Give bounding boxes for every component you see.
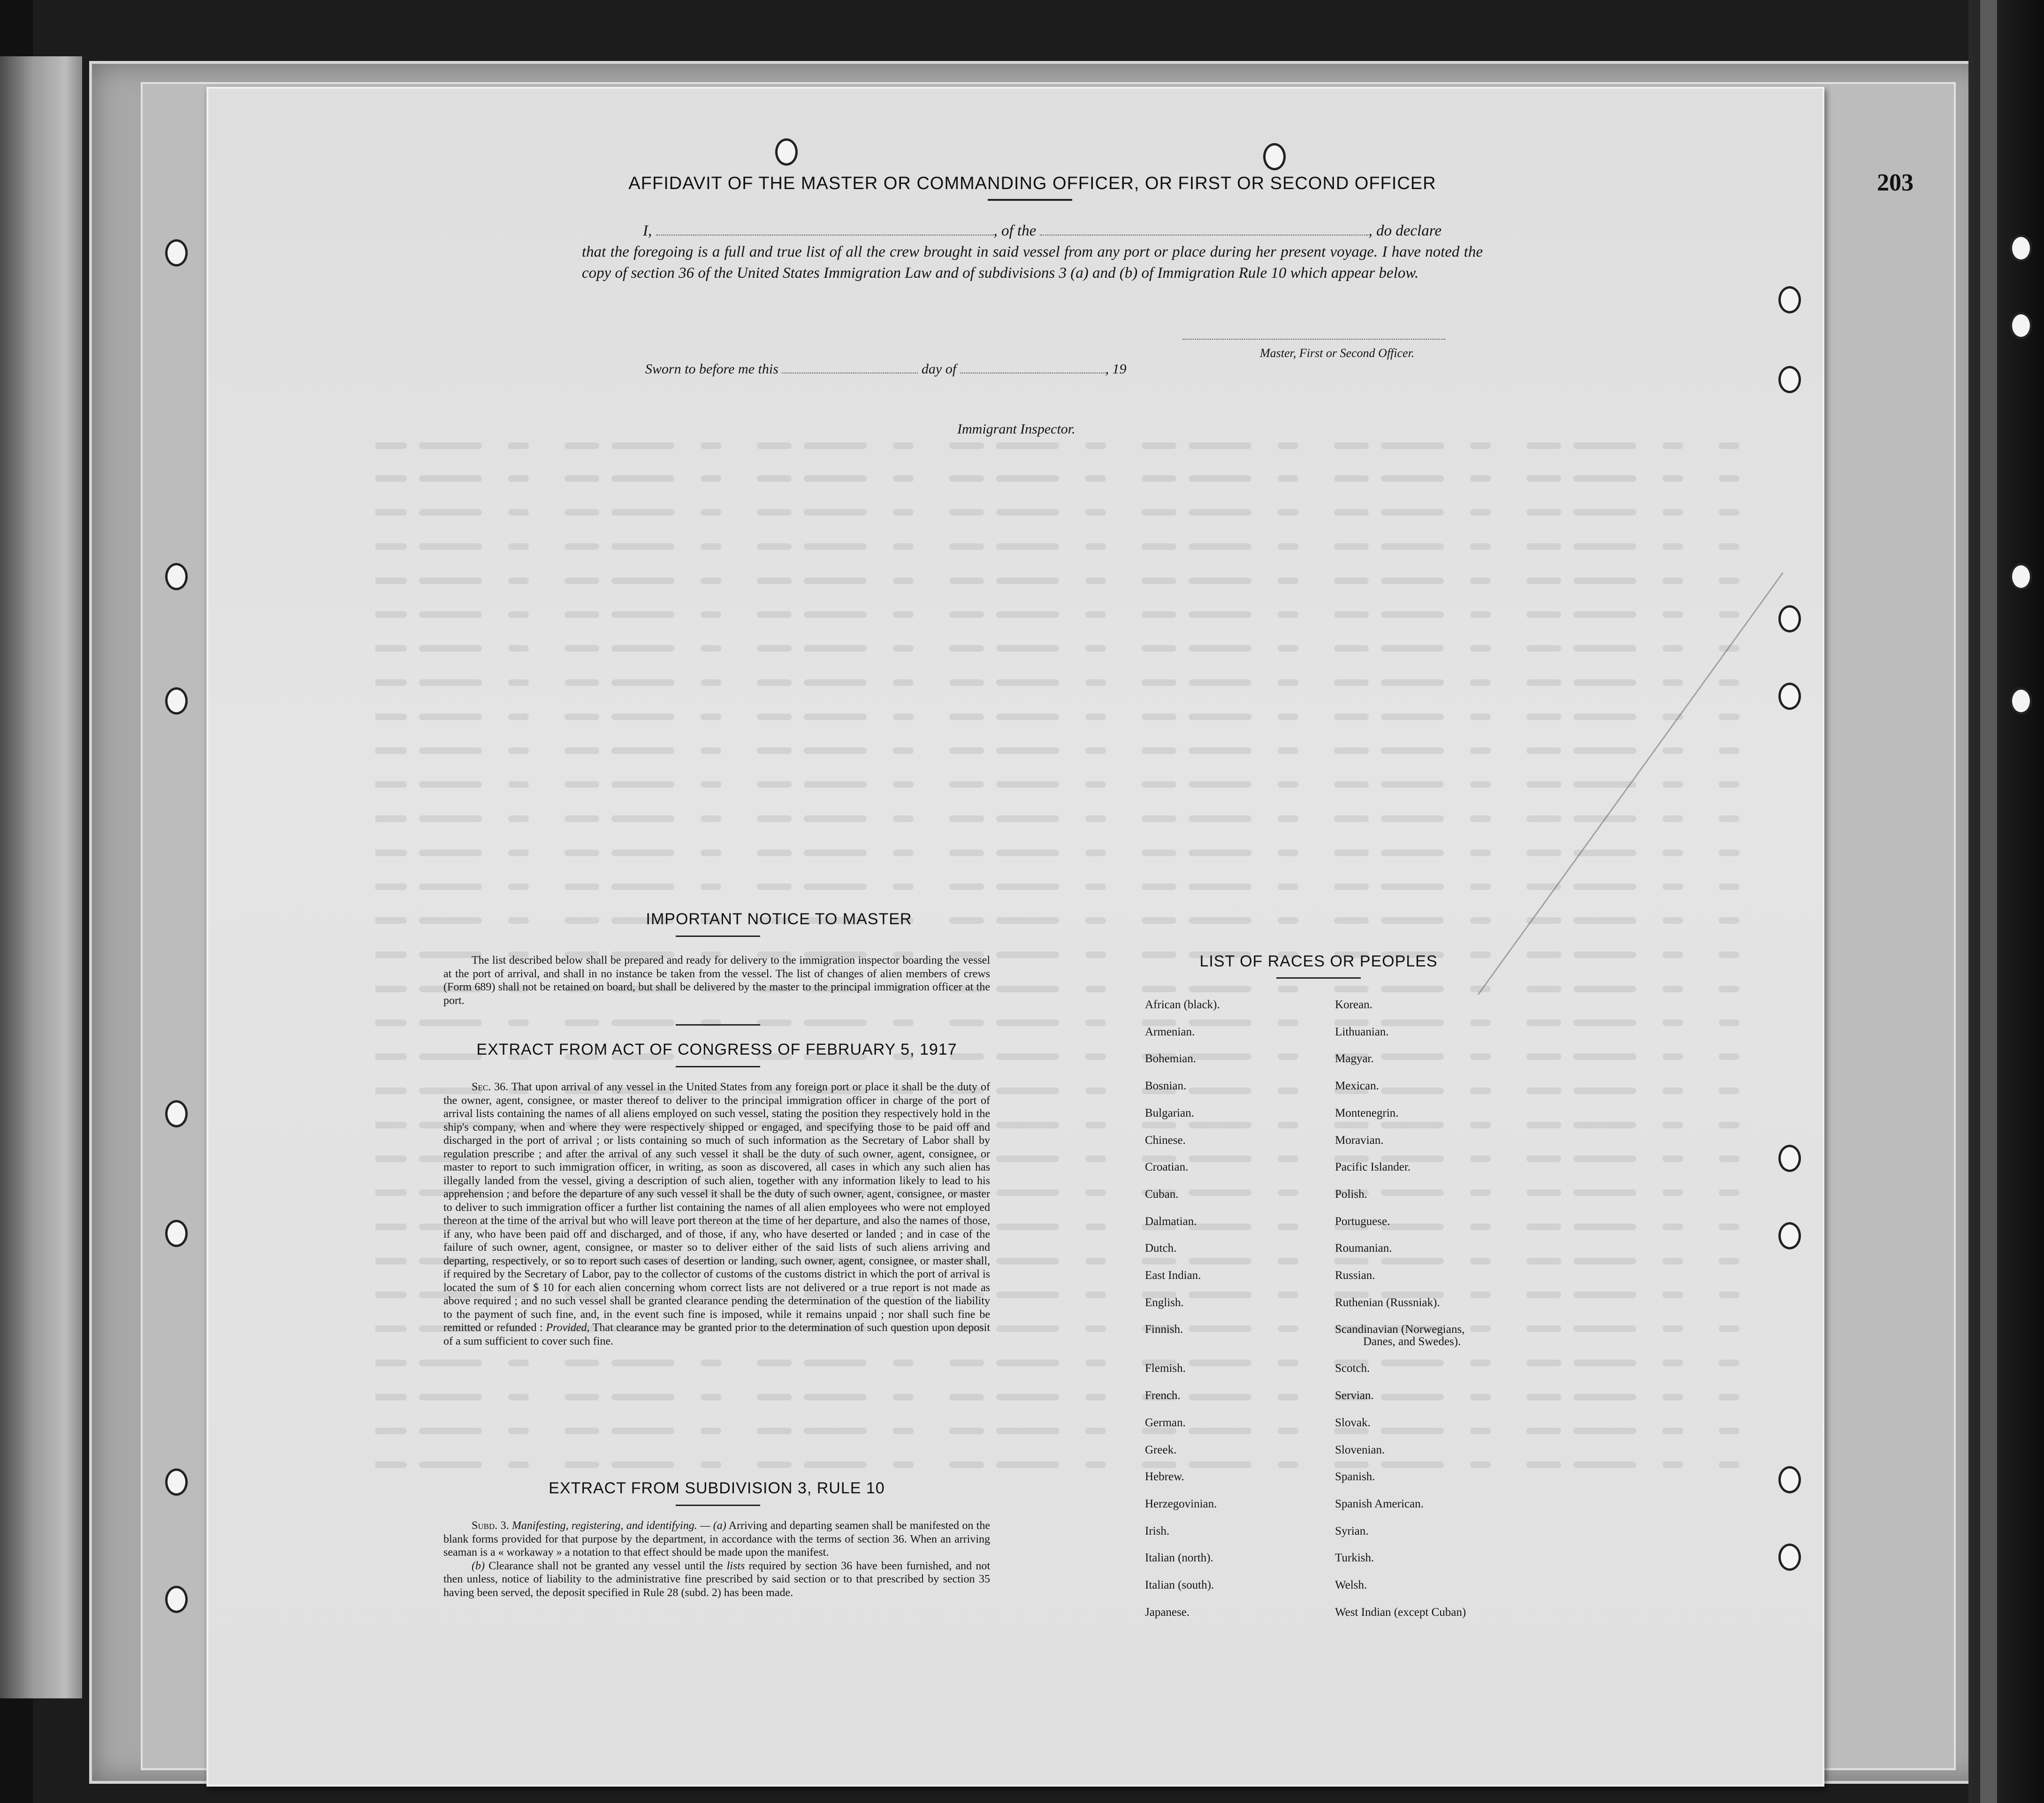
sworn-year-label: , 19 <box>1105 361 1127 377</box>
races-title: LIST OF RACES OR PEOPLES <box>1199 952 1438 970</box>
declaration-mid: , of the <box>993 222 1037 239</box>
race-item: Irish. <box>1145 1524 1170 1537</box>
race-item: Hebrew. <box>1145 1470 1184 1483</box>
sworn-month-field[interactable] <box>960 360 1106 373</box>
race-item: Danes, and Swedes). <box>1363 1335 1461 1348</box>
punch-hole <box>2010 235 2032 262</box>
inspector-label: Immigrant Inspector. <box>957 421 1075 437</box>
declaration-suffix: , do declare <box>1368 222 1441 239</box>
act-title: EXTRACT FROM ACT OF CONGRESS OF FEBRUARY 5, 1917 <box>476 1041 957 1058</box>
section-text: That upon arrival of any vessel in the United States from any foreign port or place it shall be the duty of the owner, agent, consignee, or master thereof to deliver to the principal immigration officer in charge of the port of arrival lists containing the names of all aliens employed on such vessel, stating the position they respectively hold in the ship's company, when and where they were respectively shipped or engaged, and specifying those to be paid off and discharged in the port of arrival ; or lists containing so much of such information as the Secretary of Labor shall by regulation prescribe ; and after the arrival of any such vessel it shall be the duty of such owner, agent, consignee, or master to report to such immigration officer, in writing, as soon as discovered, all cases in which any such alien has illegally landed from the vessel, giving a description of such alien, together with any information likely to lead to his apprehension ; and before the departure of any such vessel it shall be the duty of such owner, agent, consignee, or master to deliver to such immigration officer a further list containing the names of all alien employees who were not employed thereon at the time of the arrival but who will leave port thereon at the time of her departure, and also the names of those, if any, who have been paid off and discharged, and of those, if any, who have deserted or landed ; and in case of the failure of such owner, agent, consignee, or master so to deliver either of the said lists of such aliens arriving and departing, respectively, or so to report such cases of desertion or landing, such owner, agent, consignee, or master shall, if required by the Secretary of Labor, pay to the collector of customs of the customs district in which the port of arrival is located the sum of $ 10 for each alien concerning whom correct lists are not delivered or a true report is not made as above required ; and no such vessel shall be granted clearance pending the determination of the question of the liability to the payment of such fine, and, in the event such fine is imposed, while it remains unpaid ; nor shall such fine be remitted or refunded : <box>443 1081 990 1334</box>
part-b-text: Clearance shall not be granted any vessel until the <box>488 1560 723 1572</box>
race-item: Bohemian. <box>1145 1052 1197 1065</box>
declaration-prefix: I, <box>643 222 652 239</box>
sworn-line <box>645 360 1127 377</box>
punch-hole <box>165 1586 188 1613</box>
race-item: German. <box>1145 1416 1186 1429</box>
punch-hole <box>165 1220 188 1247</box>
race-item: Croatian. <box>1145 1161 1189 1174</box>
master-signature-line[interactable] <box>1182 339 1445 340</box>
race-item: Bosnian. <box>1145 1080 1187 1093</box>
page-number: 203 <box>1877 169 1914 196</box>
master-signature-label: Master, First or Second Officer. <box>1260 346 1415 360</box>
race-item: Slovak. <box>1335 1416 1371 1429</box>
punch-hole <box>775 138 798 166</box>
races-rule <box>1276 977 1361 979</box>
affidavit-statement: that the foregoing is a full and true list of all the crew brought in said vessel from any port or place during her present voyage. I have noted the copy of section 36 of the United States Immigration Law and of subdivisions 3 (a) and (b) of Immigration Rule 10 which appear below. <box>582 243 1483 281</box>
affidavit-title: AFFIDAVIT OF THE MASTER OR COMMANDING OFFICER, OR FIRST OR SECOND OFFICER <box>628 174 1436 193</box>
race-item: Greek. <box>1145 1443 1177 1456</box>
sworn-date-field[interactable] <box>782 360 918 373</box>
races-right-column <box>1335 991 1523 1626</box>
race-item: Spanish. <box>1335 1470 1375 1483</box>
race-item: Lithuanian. <box>1335 1025 1389 1038</box>
title-rule <box>988 199 1072 201</box>
part-b-lists-word: lists <box>726 1560 745 1572</box>
affidavit-body <box>582 221 1483 284</box>
race-item: Spanish American. <box>1335 1497 1424 1510</box>
punch-hole <box>2010 563 2032 590</box>
race-item: English. <box>1145 1296 1184 1309</box>
act-body <box>443 1080 990 1348</box>
race-item: Turkish. <box>1335 1552 1374 1565</box>
punch-hole <box>2010 312 2032 339</box>
section-label: Sec. 36. <box>472 1081 509 1093</box>
punch-hole <box>1778 286 1801 313</box>
race-item: Mexican. <box>1335 1080 1379 1093</box>
punch-hole <box>165 563 188 590</box>
race-item: East Indian. <box>1145 1269 1201 1282</box>
sworn-prefix: Sworn to before me this <box>645 361 778 377</box>
race-item: Ruthenian (Russniak). <box>1335 1296 1440 1309</box>
punch-hole <box>2010 687 2032 715</box>
race-item: Japanese. <box>1145 1605 1190 1619</box>
punch-hole <box>1778 366 1801 393</box>
adjacent-page-edge <box>0 56 82 1698</box>
subdivision-heading: Manifesting, registering, and identifying. <box>511 1520 697 1532</box>
race-item: Armenian. <box>1145 1025 1195 1038</box>
act-rule <box>676 1066 760 1067</box>
race-item: Pacific Islander. <box>1335 1161 1411 1174</box>
race-item: Italian (north). <box>1145 1552 1213 1565</box>
punch-hole <box>165 239 188 266</box>
race-item: Herzegovinian. <box>1145 1497 1217 1510</box>
race-item: Italian (south). <box>1145 1579 1214 1592</box>
page-edge-right <box>1980 0 1997 1803</box>
race-item: Slovenian. <box>1335 1443 1385 1456</box>
punch-hole <box>165 687 188 715</box>
race-item: French. <box>1145 1389 1181 1402</box>
race-item: Magyar. <box>1335 1052 1374 1065</box>
rule-title: EXTRACT FROM SUBDIVISION 3, RULE 10 <box>549 1479 885 1497</box>
vessel-field[interactable] <box>1040 222 1368 236</box>
notice-rule <box>676 936 760 937</box>
race-item: Dalmatian. <box>1145 1215 1197 1228</box>
name-field[interactable] <box>656 222 994 236</box>
subdivision-label: Subd. 3. <box>472 1520 509 1532</box>
race-item: Scotch. <box>1335 1362 1370 1375</box>
race-item: Dutch. <box>1145 1242 1177 1255</box>
races-left-column <box>1145 991 1323 1626</box>
punch-hole <box>165 1468 188 1496</box>
notice-text: The list described below shall be prepared and ready for delivery to the immigration inspector boarding the vessel at the port of arrival, and shall in no instance be taken from the vessel. The list of changes of alien members of crews (Form 689) shall not be retained on board, but shall be delivered by the master to the principal immigration officer at the port. <box>443 954 990 1007</box>
race-item: Finnish. <box>1145 1323 1183 1336</box>
race-item: Cuban. <box>1145 1187 1179 1201</box>
race-item: Korean. <box>1335 998 1373 1011</box>
punch-hole <box>165 1100 188 1127</box>
race-item: Welsh. <box>1335 1579 1367 1592</box>
race-item: Flemish. <box>1145 1362 1186 1375</box>
race-item: Servian. <box>1335 1389 1374 1402</box>
rule-rule <box>676 1505 760 1506</box>
race-item: Montenegrin. <box>1335 1106 1399 1119</box>
race-item: Scandinavian (Norwegians, <box>1335 1323 1465 1336</box>
part-b-label: (b) <box>472 1560 485 1572</box>
race-item: Polish. <box>1335 1187 1367 1201</box>
race-item: West Indian (except Cuban) <box>1335 1605 1466 1619</box>
notice-body <box>443 954 990 1007</box>
sworn-day-label: day of <box>921 361 957 377</box>
race-item: Chinese. <box>1145 1134 1186 1147</box>
punch-hole <box>1263 143 1286 170</box>
race-item: Moravian. <box>1335 1134 1384 1147</box>
race-item: Russian. <box>1335 1269 1375 1282</box>
notice-title: IMPORTANT NOTICE TO MASTER <box>646 910 912 928</box>
rule-body <box>443 1519 990 1599</box>
race-item: Bulgarian. <box>1145 1106 1194 1119</box>
affidavit-declaration-line <box>582 221 1483 242</box>
race-item: Syrian. <box>1335 1524 1369 1537</box>
part-a-text: Arriving and departing seamen shall be manifested on the blank forms provided for that purpose by the department, in accordance with the terms of section 36. When an arriving seaman is a « workaway » a notation to that effect should be made upon the manifest. <box>443 1520 991 1559</box>
part-b-text-end: required by section 36 have been furnished, and not then unless, notice of liability to the administrative fine prescribed by said section or to that prescribed by section 35 having been served, the deposit specified in Rule 28 (subd. 2) has been made. <box>443 1560 991 1599</box>
race-item: Roumanian. <box>1335 1242 1392 1255</box>
section-text-end: That clearance may be granted prior to the determination of such question upon deposit of a sum sufficient to cover such fine. <box>443 1322 991 1347</box>
race-item <box>1145 1336 1323 1348</box>
notice-bottom-rule <box>676 1024 760 1026</box>
part-a-label: — (a) <box>700 1520 726 1532</box>
provided-word: Provided, <box>546 1322 590 1334</box>
race-item: African (black). <box>1145 998 1220 1011</box>
race-item: Portuguese. <box>1335 1215 1390 1228</box>
